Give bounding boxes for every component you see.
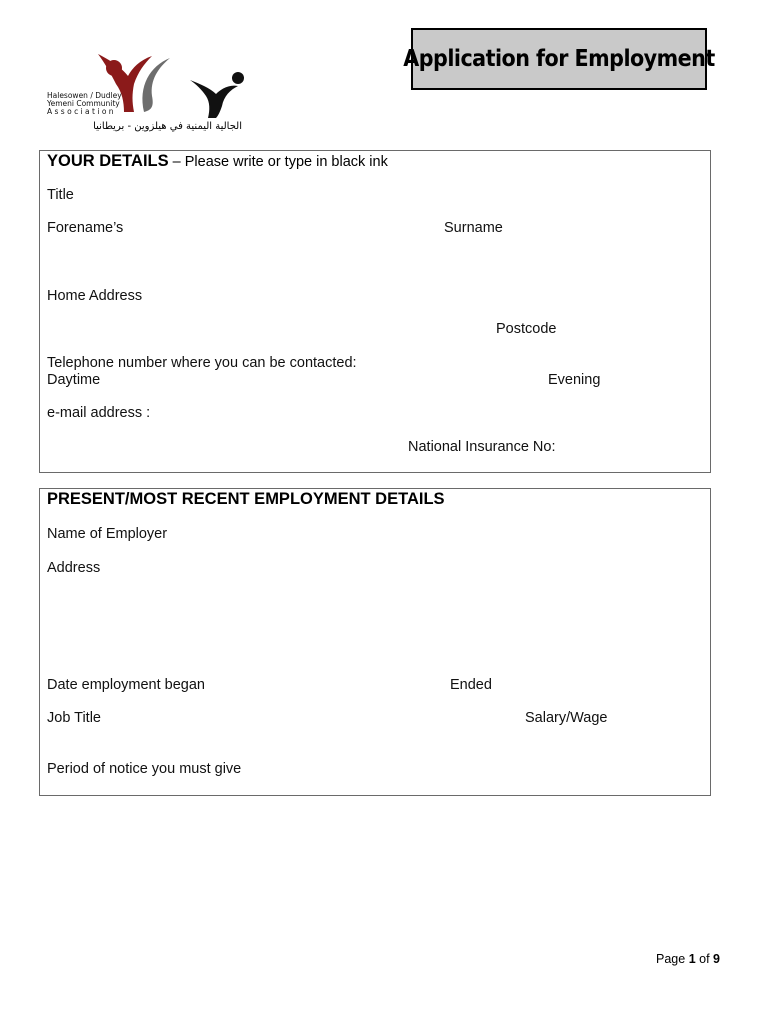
your-details-section xyxy=(39,150,711,473)
date-ended-label: Ended xyxy=(450,677,492,693)
page-word: Page xyxy=(656,952,686,966)
employment-heading: PRESENT/MOST RECENT EMPLOYMENT DETAILS xyxy=(47,490,445,508)
logo-org-line-1: Halesowen / Dudley xyxy=(47,91,122,100)
email-label: e-mail address : xyxy=(47,405,151,421)
daytime-label: Daytime xyxy=(47,372,101,388)
forenames-label: Forename’s xyxy=(47,220,124,236)
evening-label: Evening xyxy=(548,372,601,388)
postcode-label: Postcode xyxy=(496,321,557,337)
page-current: 1 xyxy=(688,952,696,966)
page-total: 9 xyxy=(713,952,720,966)
page-title-box xyxy=(403,28,715,90)
page-title: Application for Employment xyxy=(403,46,715,72)
job-title-label: Job Title xyxy=(47,710,101,726)
page-number xyxy=(656,952,720,966)
page-of-word: of xyxy=(699,952,710,966)
logo-arabic-text: الجالية اليمنية في هيلزوين - بريطانيا xyxy=(93,121,242,132)
employment-section xyxy=(39,488,711,796)
logo-org-line-2: Yemeni Community xyxy=(47,99,120,108)
national-insurance-label: National Insurance No: xyxy=(408,439,556,455)
home-address-label: Home Address xyxy=(47,288,143,304)
employer-address-label: Address xyxy=(47,560,101,576)
title-label: Title xyxy=(47,187,74,203)
date-began-label: Date employment began xyxy=(47,677,205,693)
your-details-heading-sub: – Please write or type in black ink xyxy=(168,154,388,170)
surname-label: Surname xyxy=(444,220,503,236)
salary-label: Salary/Wage xyxy=(525,710,608,726)
employer-name-label: Name of Employer xyxy=(47,526,168,542)
your-details-heading xyxy=(47,152,388,171)
organisation-logo xyxy=(40,50,250,140)
logo-org-line-3: A s s o c i a t i o n xyxy=(47,107,114,116)
notice-period-label: Period of notice you must give xyxy=(47,761,242,777)
your-details-heading-title: YOUR DETAILS xyxy=(47,152,169,170)
telephone-label: Telephone number where you can be contacted: xyxy=(47,355,357,371)
